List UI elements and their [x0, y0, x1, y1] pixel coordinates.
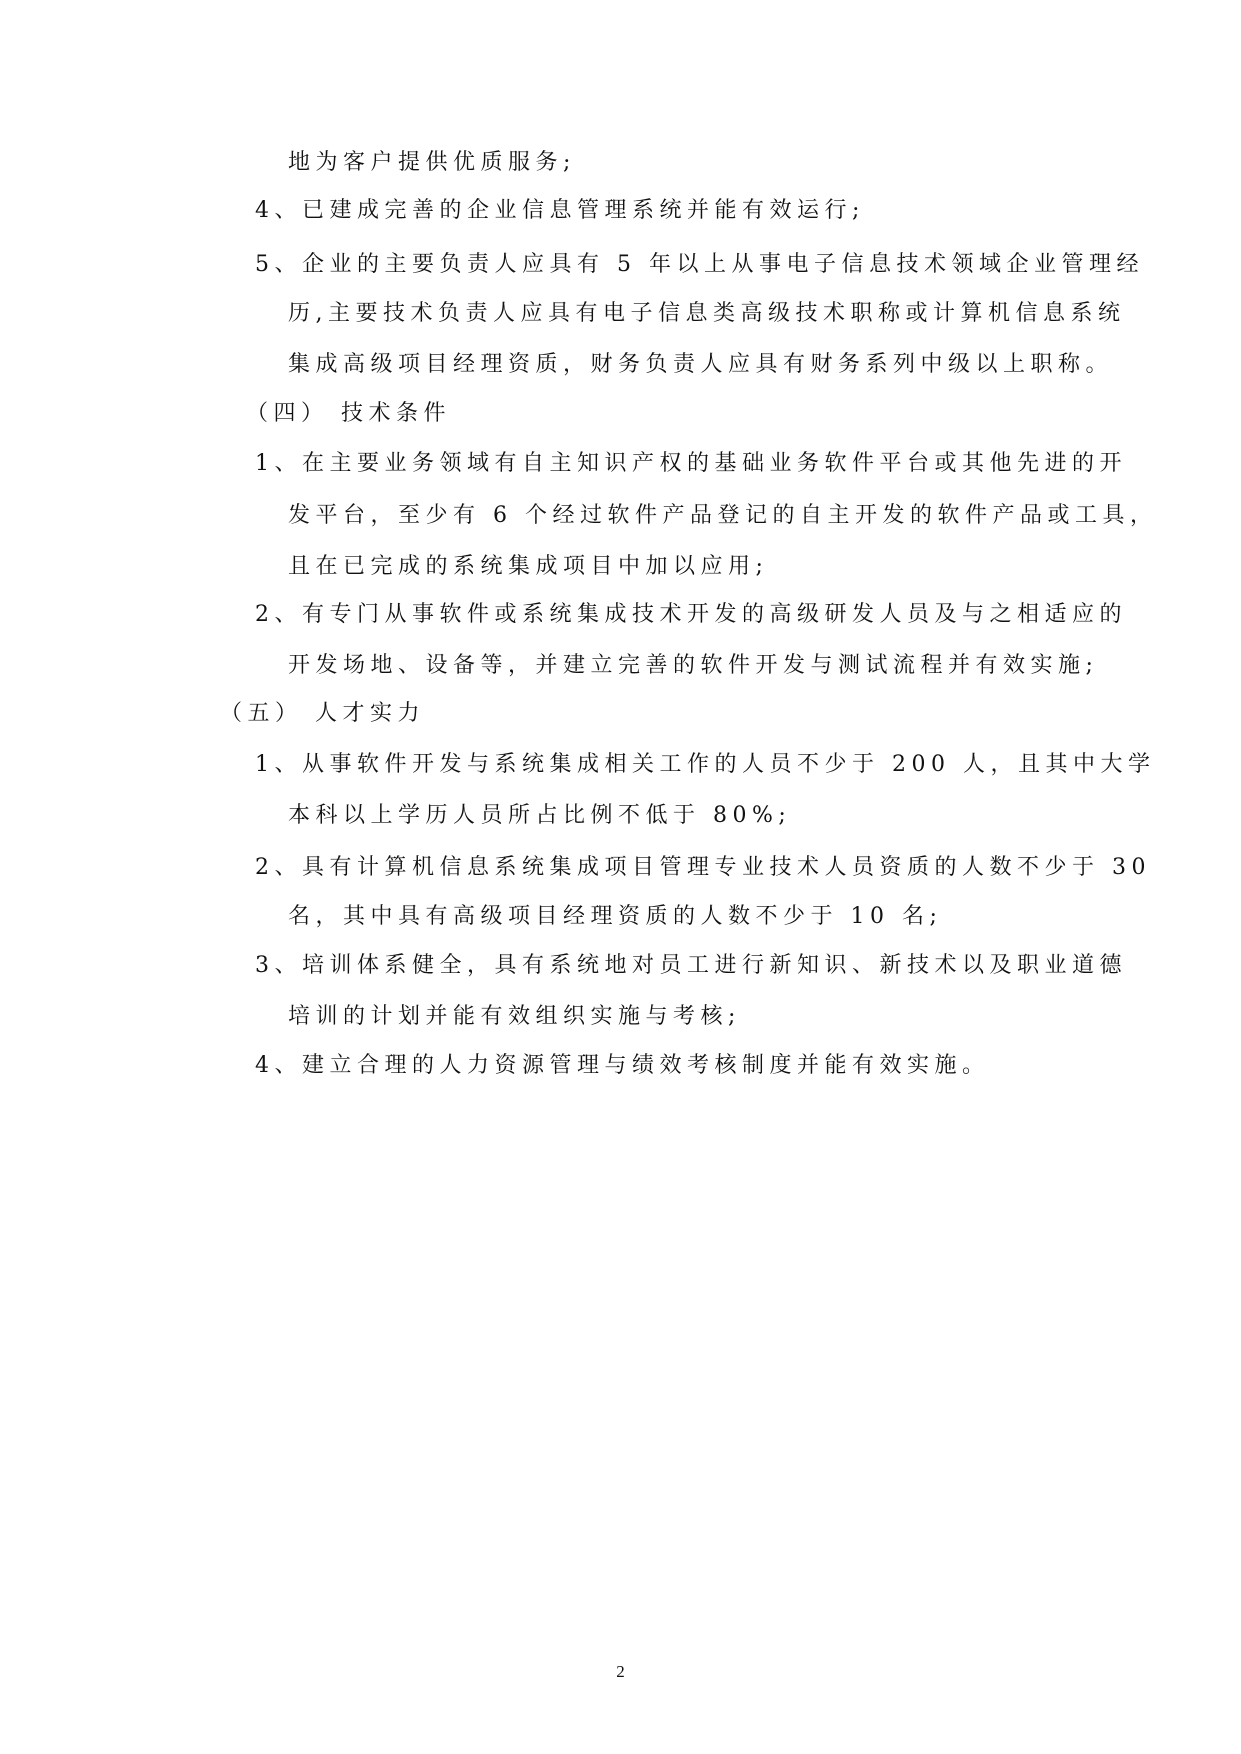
list-item-2: 2、有专门从事软件或系统集成技术开发的高级研发人员及与之相适应的 — [255, 602, 1127, 627]
text-line-continuation: 培训的计划并能有效组织实施与考核; — [288, 1004, 741, 1029]
text-line-continuation: 历,主要技术负责人应具有电子信息类高级技术职称或计算机信息系统 — [288, 301, 1126, 326]
list-item-4: 4、建立合理的人力资源管理与绩效考核制度并能有效实施。 — [255, 1053, 990, 1078]
text-line-continuation: 集成高级项目经理资质，财务负责人应具有财务系列中级以上职称。 — [288, 352, 1114, 377]
section-heading-technical: （四） 技术条件 — [246, 401, 451, 426]
text-line-continuation: 名，其中具有高级项目经理资质的人数不少于 10 名; — [288, 904, 943, 929]
text-line-continuation: 开发场地、设备等，并建立完善的软件开发与测试流程并有效实施; — [288, 653, 1099, 678]
list-item-1: 1、在主要业务领域有自主知识产权的基础业务软件平台或其他先进的开 — [255, 451, 1127, 476]
list-item-3: 3、培训体系健全，具有系统地对员工进行新知识、新技术以及职业道德 — [255, 953, 1127, 978]
section-heading-talent: （五） 人才实力 — [220, 701, 425, 726]
list-item-5: 5、企业的主要负责人应具有 5 年以上从事电子信息技术领域企业管理经 — [255, 252, 1144, 277]
list-item-4: 4、已建成完善的企业信息管理系统并能有效运行; — [255, 198, 865, 223]
page-number: 2 — [616, 1662, 625, 1681]
text-line-continuation: 本科以上学历人员所占比例不低于 80%; — [288, 803, 792, 828]
list-item-2: 2、具有计算机信息系统集成项目管理专业技术人员资质的人数不少于 30 — [255, 855, 1151, 880]
text-line-continuation: 发平台，至少有 6 个经过软件产品登记的自主开发的软件产品或工具， — [288, 503, 1158, 528]
list-item-1: 1、从事软件开发与系统集成相关工作的人员不少于 200 人，且其中大学 — [255, 752, 1156, 777]
text-line-continuation: 且在已完成的系统集成项目中加以应用; — [288, 554, 769, 579]
text-line-continuation: 地为客户提供优质服务; — [288, 150, 576, 175]
